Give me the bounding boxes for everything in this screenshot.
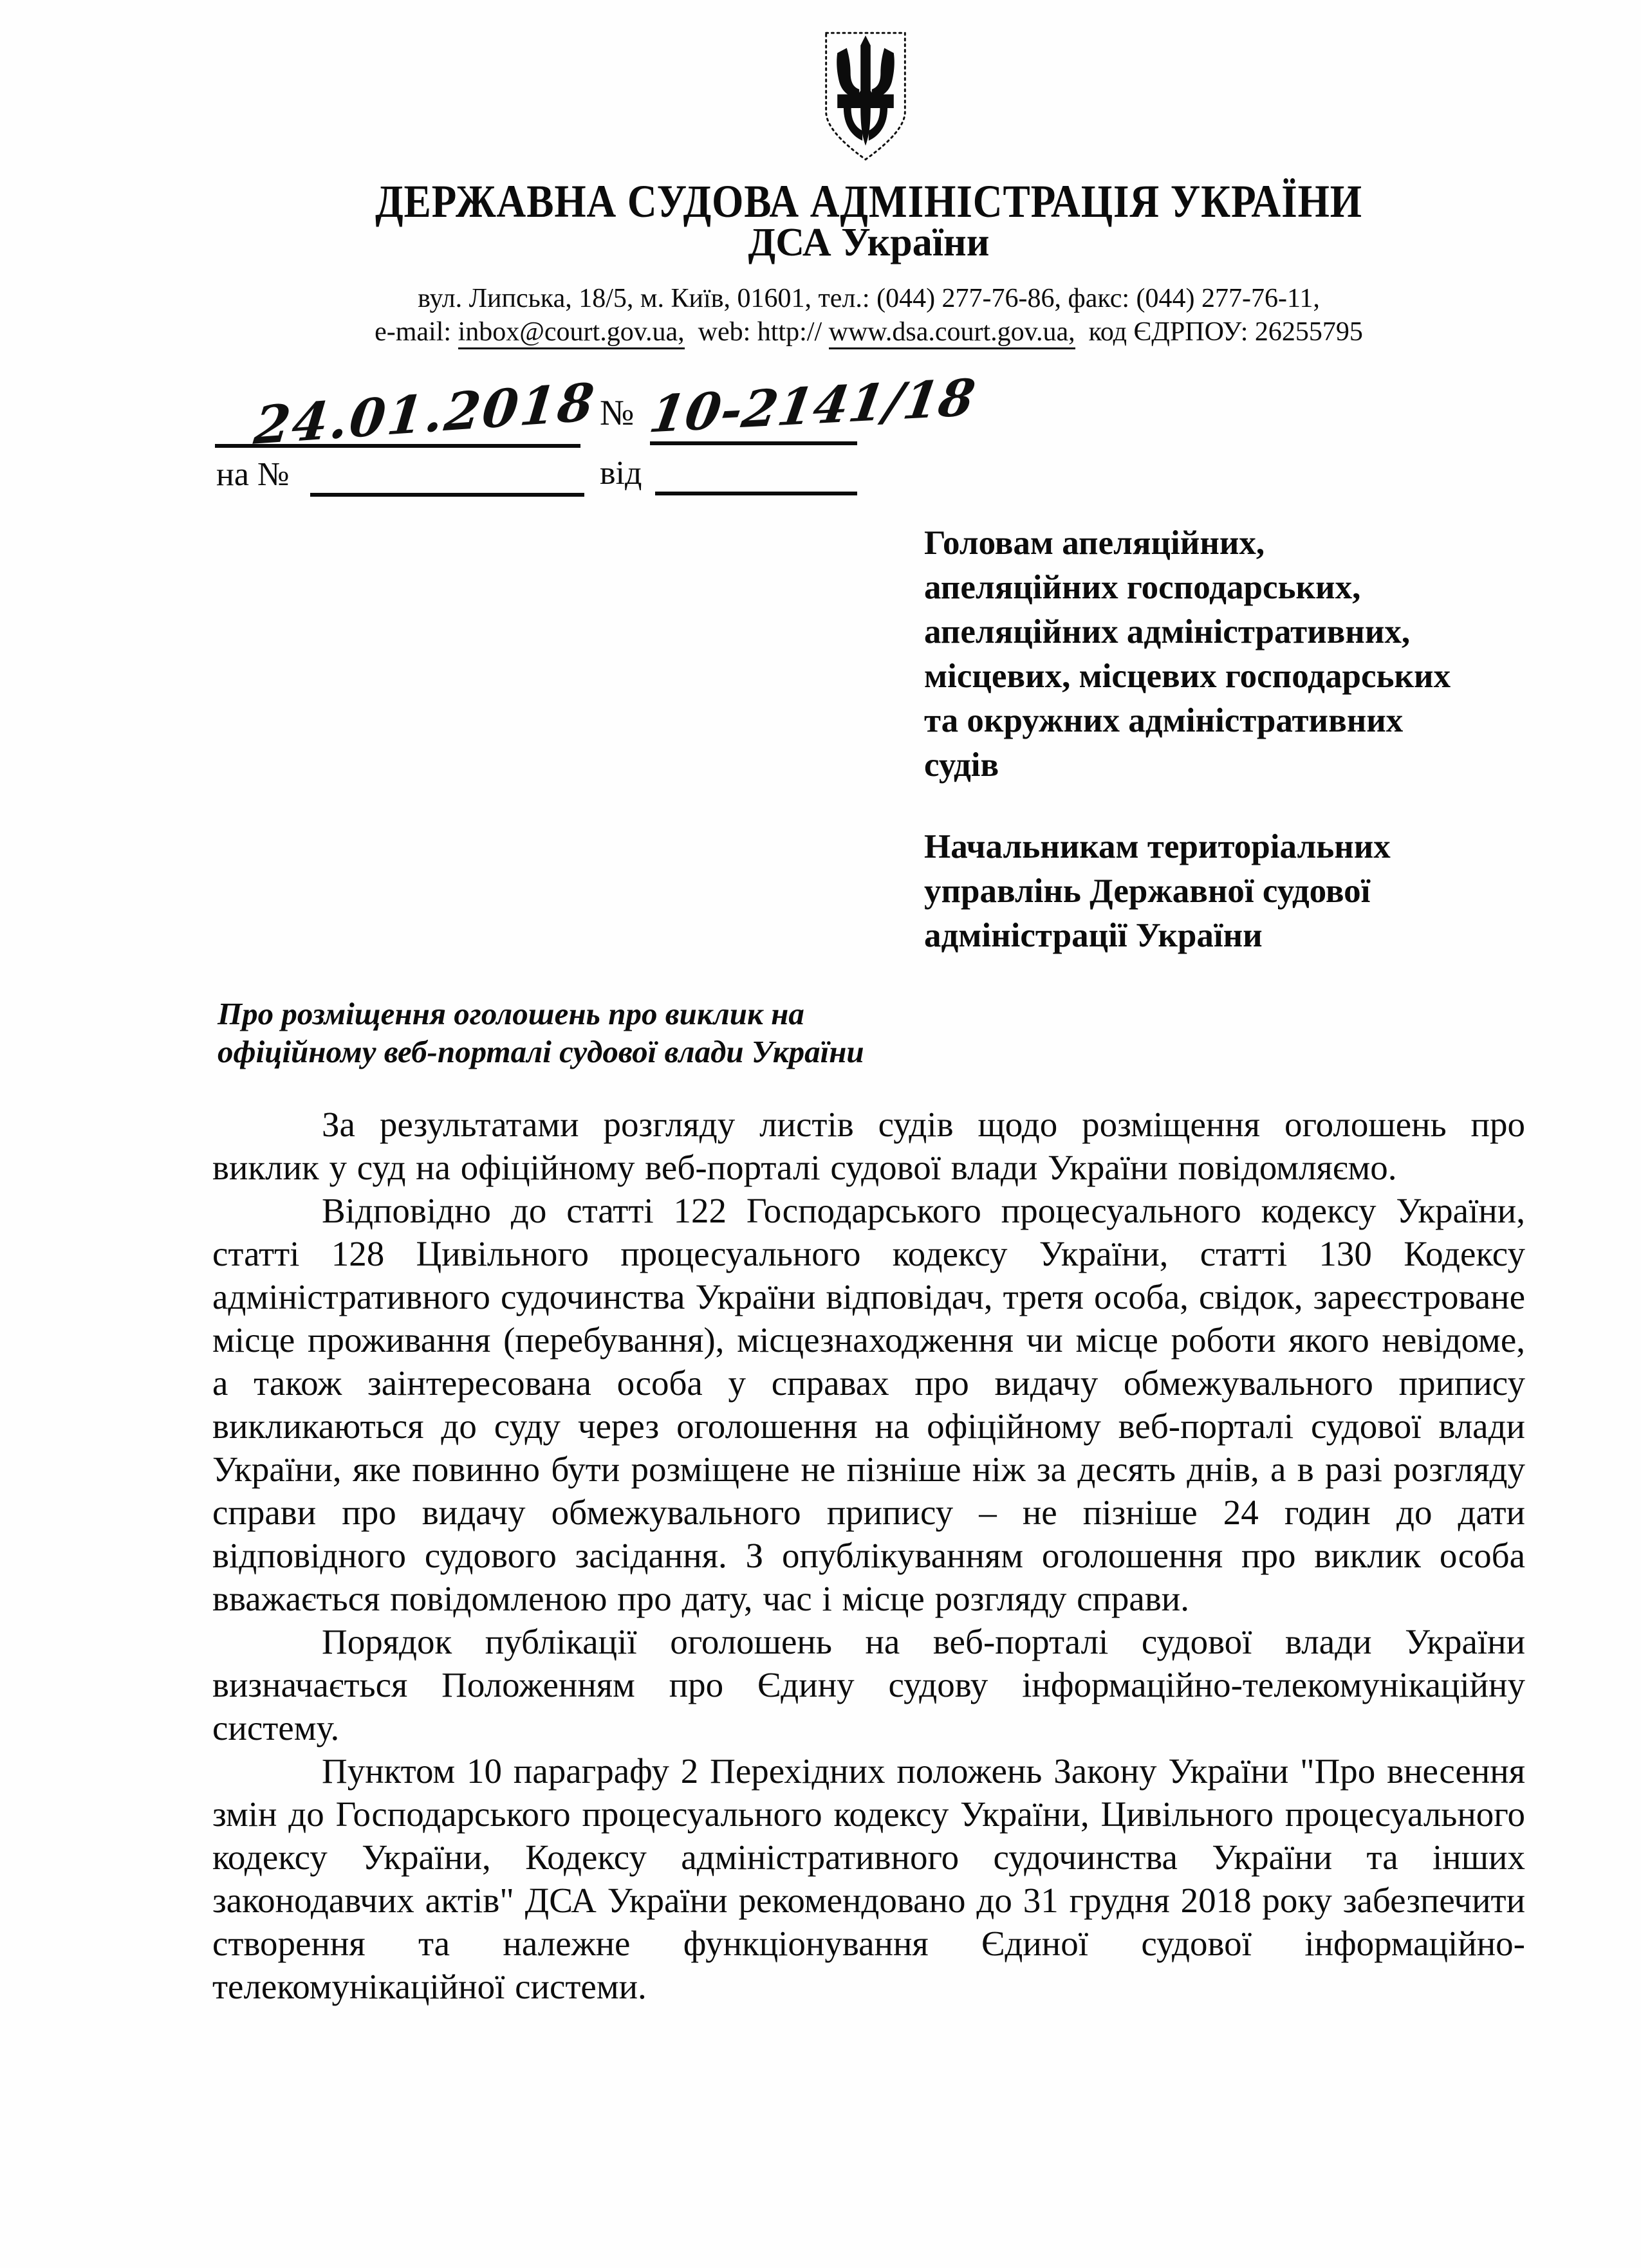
web-address: www.dsa.court.gov.ua,	[829, 317, 1075, 349]
date-line	[215, 444, 580, 448]
recipient-block-territorial	[924, 825, 1523, 958]
subject-line: офіційному веб-порталі судової влади України	[218, 1034, 864, 1069]
recipient-line: апеляційних адміністративних,	[924, 613, 1411, 650]
on-number-line	[310, 493, 584, 497]
letter-body	[212, 1103, 1525, 2008]
number-sign-label: №	[600, 393, 635, 433]
recipient-line: управлінь Державної судової	[924, 872, 1371, 910]
org-name: ДЕРЖАВНА СУДОВА АДМІНІСТРАЦІЯ УКРАЇНИ	[375, 176, 1362, 227]
from-date-label: від	[600, 455, 642, 492]
body-paragraph: За результатами розгляду листів судів щодо розміщення оголошень про виклик у суд на офіційному веб-порталі судової влади України повідомляємо.	[212, 1105, 1525, 1187]
on-number-label: на №	[216, 456, 290, 493]
recipient-line: та окружних адміністративних	[924, 702, 1404, 739]
body-paragraph: Відповідно до статті 122 Господарського процесуального кодексу України, статті 128 Цивільного процесуального кодексу України, статті 130 Кодексу адміністративного судочинства України відповідач, третя особа, свідок, зареєстроване місце проживання (перебування), місцезнаходження чи місце роботи якого невідоме, а також заінтересована особа у справах про видачу обмежувального припису викликаються до суду через оголошення на офіційному веб-порталі судової влади України, яке повинно бути розміщене не пізніше ніж за десять днів, а в разі розгляду справи про видачу обмежувального припису – не пізніше 24 годин до дати відповідного судового засідання. З опублікуванням оголошення про виклик особа вважається повідомленою про дату, час і місце розгляду справи.	[212, 1191, 1525, 1618]
body-paragraph: Пунктом 10 параграфу 2 Перехідних положень Закону України "Про внесення змін до Господарського процесуального кодексу України, Цивільного процесуального кодексу України, Кодексу адміністративного судочинства України та інших законодавчих актів" ДСА України рекомендовано до 31 грудня 2018 року забезпечити створення та належне функціонування Єдиної судової інформаційно-телекомунікаційної системи.	[212, 1751, 1525, 2006]
web-label: web: http://	[684, 317, 829, 347]
recipient-line: місцевих, місцевих господарських	[924, 658, 1451, 695]
address-line-1: вул. Липська, 18/5, м. Київ, 01601, тел.: (044) 277-76-86, факс: (044) 277-76-11,	[418, 284, 1320, 313]
email-label: e-mail:	[375, 317, 458, 347]
recipient-line: апеляційних господарських,	[924, 569, 1361, 606]
number-line	[650, 441, 857, 445]
recipient-line: адміністрації України	[924, 917, 1263, 954]
body-paragraph: Порядок публікації оголошень на веб-порталі судової влади України визначається Положенням про Єдину судову інформаційно-телекомунікаційну систему.	[212, 1622, 1525, 1747]
edrpou-code: код ЄДРПОУ: 26255795	[1075, 317, 1363, 347]
org-abbreviation: ДСА України	[748, 221, 990, 264]
handwritten-date: 24.01.2018	[251, 371, 599, 456]
subject-line: Про розміщення оголошень про виклик на	[218, 996, 804, 1031]
from-date-line	[655, 492, 857, 495]
address-line-2	[212, 317, 1525, 347]
email-address: inbox@court.gov.ua,	[458, 317, 685, 349]
recipient-line: судів	[924, 746, 999, 784]
tryzub-emblem-icon	[819, 28, 913, 165]
handwritten-outgoing-number: 10-2141/18	[645, 368, 979, 445]
recipient-line: Начальникам територіальних	[924, 828, 1391, 865]
letter-subject	[218, 995, 958, 1071]
recipient-line: Головам апеляційних,	[924, 524, 1265, 562]
recipient-block-courts	[924, 521, 1523, 788]
